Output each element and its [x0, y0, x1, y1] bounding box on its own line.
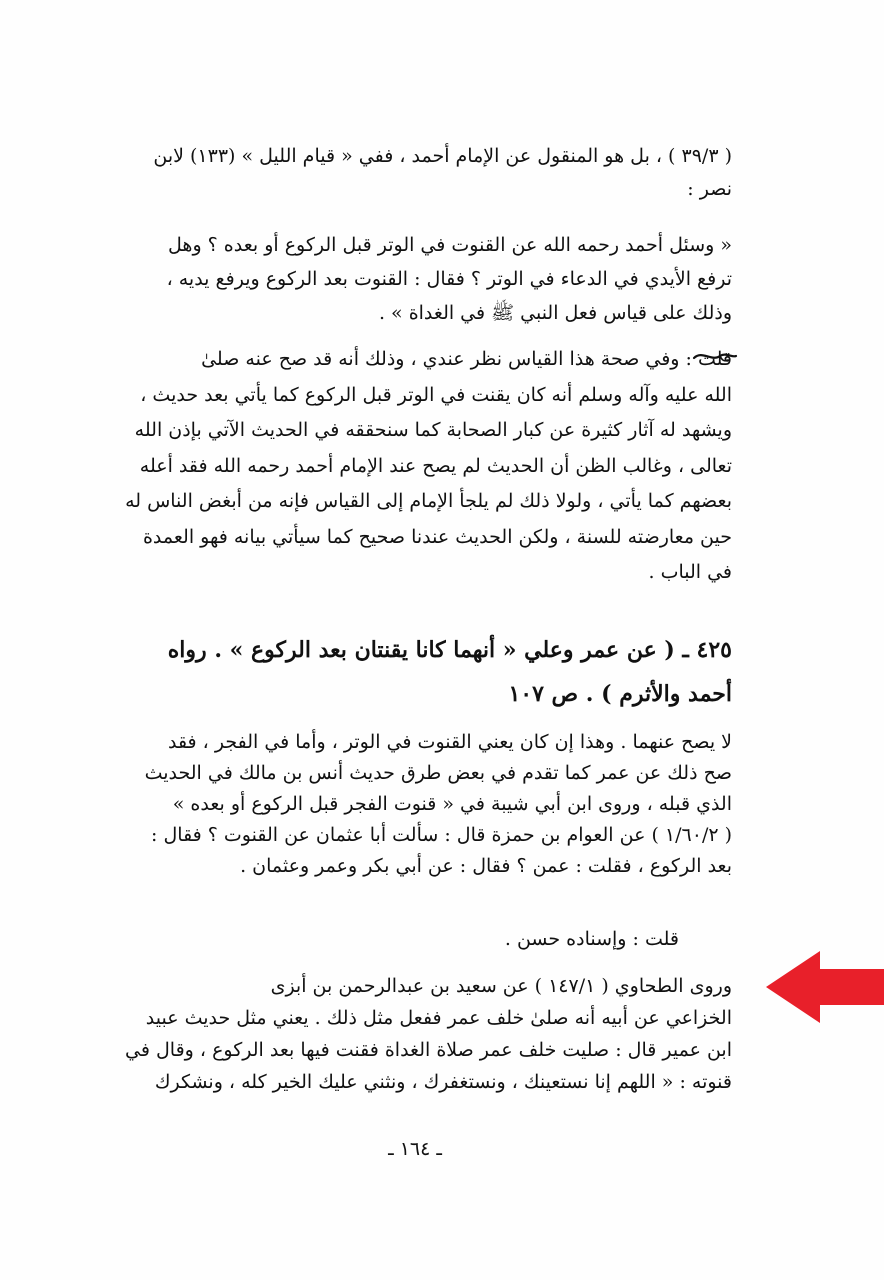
page-number: ـ ١٦٤ ـ	[388, 1138, 442, 1160]
hadith-heading	[107, 628, 732, 716]
text-line: صح ذلك عن عمر كما تقدم في بعض طرق حديث أنس بن مالك في الحديث	[144, 762, 732, 784]
text-line: الخزاعي عن أبيه أنه صلىٰ خلف عمر ففعل مثل ذلك . يعني مثل حديث عبيد	[145, 1007, 732, 1029]
text-line: قنوته : « اللهم إنا نستعينك ، ونستغفرك ، ونثني عليك الخير كله ، ونشكرك	[154, 1071, 732, 1093]
paragraph-5	[119, 924, 679, 954]
text-line: في الباب .	[648, 561, 732, 583]
text-line: الذي قبله ، وروى ابن أبي شيبة في « قنوت الفجر قبل الركوع أو بعده »	[172, 793, 732, 815]
heading-line: أحمد والأثرم ) . ص ١٠٧	[508, 681, 732, 707]
text-line: « وسئل أحمد رحمه الله عن القنوت في الوتر قبل الركوع أو بعده ؟ وهل	[168, 234, 732, 256]
text-line: قلت : وفي صحة هذا القياس نظر عندي ، وذلك أنه قد صح عنه صلىٰ	[201, 348, 732, 370]
text-line: ( ١/٦٠/٢ ) عن العوام بن حمزة قال : سألت أبا عثمان عن القنوت ؟ فقال :	[151, 824, 732, 846]
text-line: وذلك على قياس فعل النبي ﷺ في الغداة » .	[378, 302, 732, 324]
text-line: لا يصح عنهما . وهذا إن كان يعني القنوت في الوتر ، وأما في الفجر ، فقد	[167, 731, 732, 753]
text-line: نصر :	[687, 178, 732, 200]
text-line: ترفع الأيدي في الدعاء في الوتر ؟ فقال : القنوت بعد الركوع ويرفع يديه ،	[166, 268, 732, 290]
paragraph-1	[107, 140, 732, 206]
text-line: ابن عمير قال : صليت خلف عمر صلاة الغداة فقنت فيها بعد الركوع ، وقال في	[125, 1039, 732, 1061]
text-line: ويشهد له آثار كثيرة عن كبار الصحابة كما سنحققه في الحديث الآتي بإذن الله	[134, 419, 732, 441]
text-line: تعالى ، وغالب الظن أن الحديث لم يصح عند الإمام أحمد رحمه الله فقد أعله	[139, 454, 732, 477]
paragraph-2	[107, 228, 732, 330]
paragraph-4	[107, 727, 732, 882]
text-line: حين معارضته للسنة ، ولكن الحديث عندنا صحيح كما سيأتي بيانه فهو العمدة	[142, 525, 732, 548]
paragraph-3	[107, 342, 732, 591]
text-line: وروى الطحاوي ( ١٤٧/١ ) عن سعيد بن عبدالرحمن بن أبزى	[270, 975, 732, 997]
heading-line: ٤٢٥ ـ ( عن عمر وعلي « أنهما كانا يقنتان بعد الركوع » . رواه	[167, 637, 732, 663]
text-line: بعد الركوع ، فقلت : عمن ؟ فقال : عن أبي بكر وعمر وعثمان .	[240, 855, 732, 877]
text-line: الله عليه وآله وسلم أنه كان يقنت في الوتر قبل الركوع كما يأتي بعد حديث ،	[140, 383, 732, 406]
paragraph-6	[107, 970, 732, 1098]
text-line: بعضهم كما يأتي ، ولولا ذلك لم يلجأ الإمام إلى القياس فإنه من أبغض الناس له	[125, 490, 732, 512]
red-arrow-icon	[766, 951, 884, 1023]
text-line: قلت : وإسناده حسن .	[504, 928, 679, 950]
text-line: ( ٣٩/٣ ) ، بل هو المنقول عن الإمام أحمد ، ففي « قيام الليل » (١٣٣) لابن	[153, 145, 732, 167]
